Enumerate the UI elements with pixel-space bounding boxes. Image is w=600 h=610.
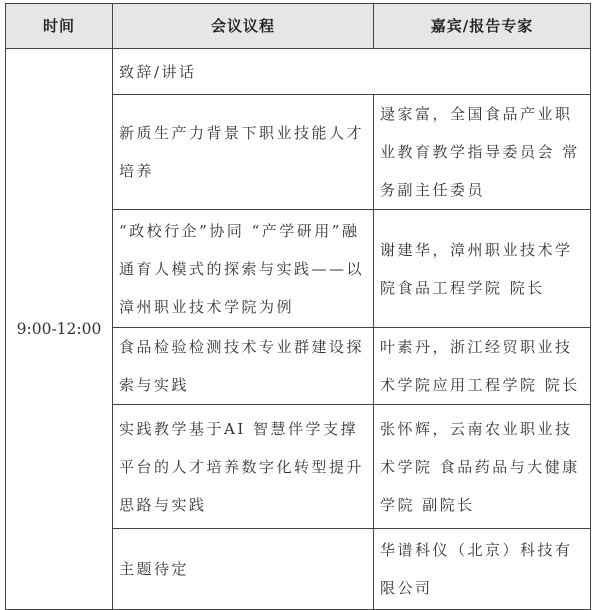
speaker-item: 华谱科仪（北京）科技有限公司 xyxy=(374,529,591,610)
agenda-item: 新质生产力背景下职业技能人才培养 xyxy=(113,95,374,210)
speaker-item: 谢建华，漳州职业技术学院食品工程学院 院长 xyxy=(374,210,591,328)
time-slot: 9:00-12:00 xyxy=(6,49,113,610)
agenda-item: 实践教学基于AI 智慧伴学支撑平台的人才培养数字化转型提升思路与实践 xyxy=(113,405,374,529)
agenda-item: “政校行企”协同 “产学研用”融通育人模式的探索与实践——以漳州职业技术学院为例 xyxy=(113,210,374,328)
agenda-item: 致辞/讲话 xyxy=(113,49,591,95)
header-agenda: 会议议程 xyxy=(113,4,374,49)
agenda-table xyxy=(5,3,591,610)
speaker-item: 张怀辉，云南农业职业技术学院 食品药品与大健康学院 副院长 xyxy=(374,405,591,529)
agenda-item: 主题待定 xyxy=(113,529,374,610)
agenda-item: 食品检验检测技术专业群建设探索与实践 xyxy=(113,328,374,405)
header-speaker: 嘉宾/报告专家 xyxy=(374,4,591,49)
speaker-item: 逯家富，全国食品产业职业教育教学指导委员会 常务副主任委员 xyxy=(374,95,591,210)
speaker-item: 叶素丹，浙江经贸职业技术学院应用工程学院 院长 xyxy=(374,328,591,405)
table-row xyxy=(6,49,591,95)
header-row xyxy=(6,4,591,49)
header-time: 时间 xyxy=(6,4,113,49)
